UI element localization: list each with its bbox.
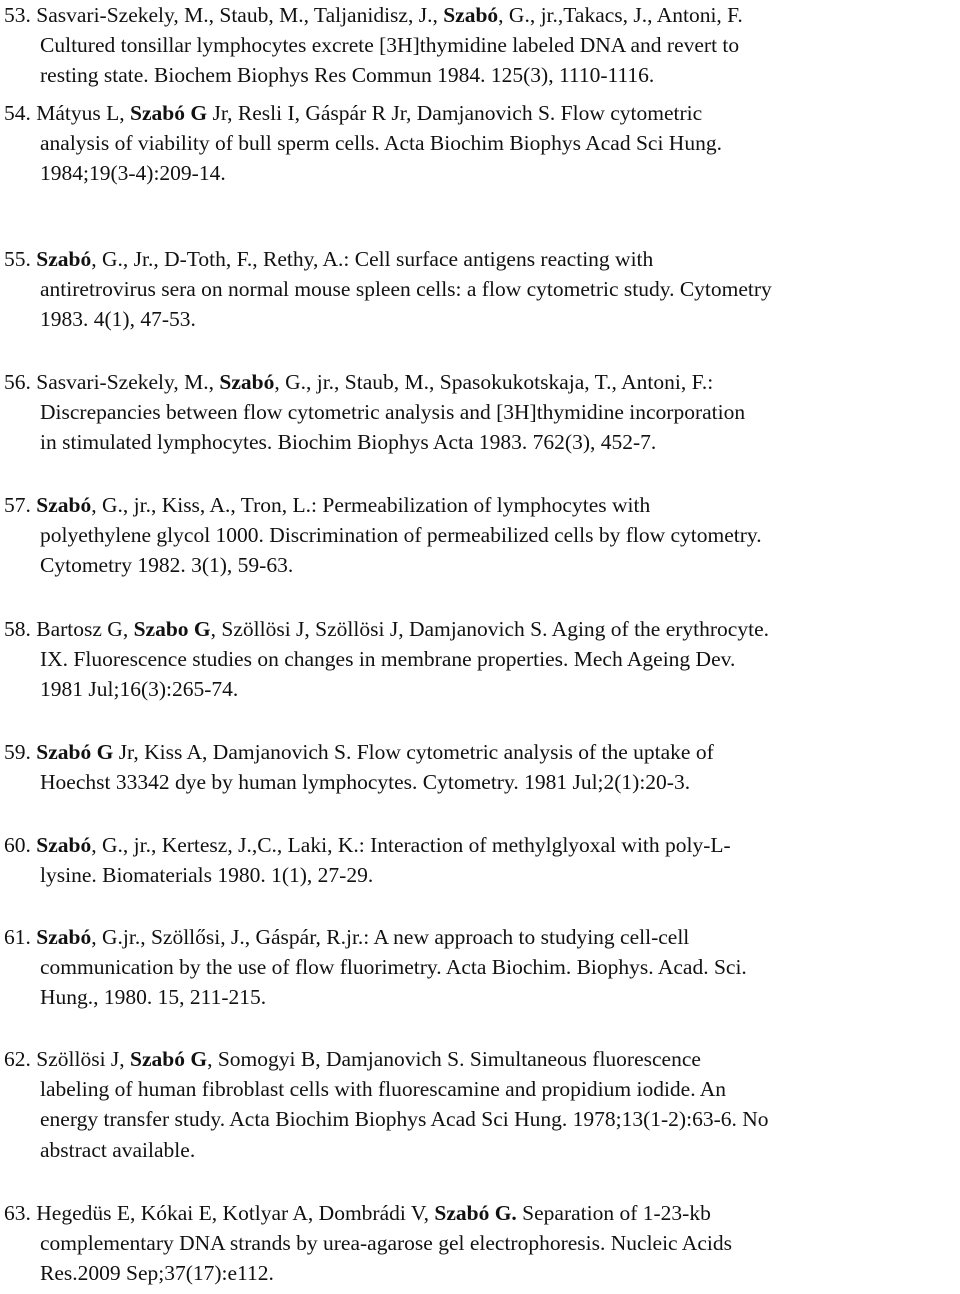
citation-text: , G., jr., Kiss, A., Tron, L.: Permeabilization of lymphocytes with <box>91 493 651 517</box>
citation-text: antiretrovirus sera on normal mouse spleen cells: a flow cytometric study. Cytometry <box>40 277 772 302</box>
reference-number: 58. <box>4 617 31 641</box>
reference-line <box>4 427 956 457</box>
reference-number: 61. <box>4 925 31 949</box>
reference-line <box>4 767 956 797</box>
reference-line <box>4 30 956 60</box>
reference-54 <box>4 98 956 189</box>
citation-text: , G., jr., Kertesz, J.,C., Laki, K.: Interaction of methylglyoxal with poly-L- <box>91 833 731 857</box>
reference-53 <box>4 0 956 91</box>
author-highlight: Szabó <box>36 925 92 949</box>
reference-line <box>4 1135 956 1165</box>
author-highlight: Szabo G <box>133 617 211 641</box>
reference-line <box>4 367 956 397</box>
reference-line <box>4 128 956 158</box>
citation-text: energy transfer study. Acta Biochim Biophys Acad Sci Hung. 1978;13(1-2):63-6. No <box>40 1107 769 1132</box>
citation-text: 1981 Jul;16(3):265-74. <box>40 677 239 702</box>
author-highlight: Szabó G <box>36 740 114 764</box>
reference-number: 60. <box>4 833 31 857</box>
author-highlight: Szabó <box>36 833 92 857</box>
citation-text: analysis of viability of bull sperm cells. Acta Biochim Biophys Acad Sci Hung. <box>40 131 722 156</box>
reference-line <box>4 158 956 188</box>
reference-58 <box>4 614 956 705</box>
reference-line <box>4 0 956 30</box>
reference-60 <box>4 830 956 890</box>
reference-line <box>4 922 956 952</box>
citation-text: , Somogyi B, Damjanovich S. Simultaneous fluorescence <box>207 1047 701 1071</box>
reference-line <box>4 274 956 304</box>
citation-text: Hoechst 33342 dye by human lymphocytes. Cytometry. 1981 Jul;2(1):20-3. <box>40 770 691 795</box>
citation-text: Sasvari-Szekely, M., <box>30 370 220 394</box>
author-highlight: Szabó <box>443 3 499 27</box>
citation-text: Separation of 1-23-kb <box>516 1201 711 1225</box>
reference-number: 62. <box>4 1047 31 1071</box>
citation-text: , G., jr., Staub, M., Spasokukotskaja, T., Antoni, F.: <box>274 370 714 394</box>
reference-line <box>4 1198 956 1228</box>
reference-line <box>4 304 956 334</box>
reference-line <box>4 644 956 674</box>
citation-text: in stimulated lymphocytes. Biochim Biophys Acta 1983. 762(3), 452-7. <box>40 430 657 455</box>
reference-line <box>4 98 956 128</box>
citation-text: Cytometry 1982. 3(1), 59-63. <box>40 553 294 578</box>
citation-text: IX. Fluorescence studies on changes in membrane properties. Mech Ageing Dev. <box>40 647 736 672</box>
citation-text: Bartosz G, <box>30 617 134 641</box>
reference-line <box>4 737 956 767</box>
citation-text: Jr, Kiss A, Damjanovich S. Flow cytometric analysis of the uptake of <box>113 740 714 764</box>
reference-56 <box>4 367 956 458</box>
citation-text: , G., Jr., D-Toth, F., Rethy, A.: Cell surface antigens reacting with <box>91 247 654 271</box>
author-highlight: Szabó G <box>130 1047 208 1071</box>
citation-text: polyethylene glycol 1000. Discrimination of permeabilized cells by flow cytometry. <box>40 523 762 548</box>
reference-line <box>4 952 956 982</box>
citation-text: complementary DNA strands by urea-agarose gel electrophoresis. Nucleic Acids <box>40 1231 732 1256</box>
citation-text: Mátyus L, <box>30 101 131 125</box>
reference-line <box>4 860 956 890</box>
author-highlight: Szabó G <box>130 101 208 125</box>
reference-line <box>4 1258 956 1288</box>
citation-text: lysine. Biomaterials 1980. 1(1), 27-29. <box>40 863 374 888</box>
reference-number: 55. <box>4 247 31 271</box>
reference-line <box>4 1228 956 1258</box>
author-highlight: Szabó <box>36 493 92 517</box>
reference-line <box>4 614 956 644</box>
reference-line <box>4 60 956 90</box>
citation-text: 1984;19(3-4):209-14. <box>40 161 226 186</box>
reference-number: 63. <box>4 1201 31 1225</box>
reference-59 <box>4 737 956 797</box>
reference-line <box>4 490 956 520</box>
reference-number: 56. <box>4 370 31 394</box>
citation-text: labeling of human fibroblast cells with fluorescamine and propidium iodide. An <box>40 1077 727 1102</box>
reference-63 <box>4 1198 956 1289</box>
citation-text: , G.jr., Szöllősi, J., Gáspár, R.jr.: A new approach to studying cell-cell <box>91 925 690 949</box>
reference-number: 53. <box>4 3 31 27</box>
citation-text: Cultured tonsillar lymphocytes excrete [3H]thymidine labeled DNA and revert to <box>40 33 740 58</box>
reference-line <box>4 397 956 427</box>
reference-57 <box>4 490 956 581</box>
author-highlight: Szabó G. <box>434 1201 517 1225</box>
citation-text: Discrepancies between flow cytometric analysis and [3H]thymidine incorporation <box>40 400 746 425</box>
reference-line <box>4 1104 956 1134</box>
reference-line <box>4 1044 956 1074</box>
reference-line <box>4 674 956 704</box>
citation-text: communication by the use of flow fluorimetry. Acta Biochim. Biophys. Acad. Sci. <box>40 955 747 980</box>
author-highlight: Szabó <box>219 370 275 394</box>
citation-text: , G., jr.,Takacs, J., Antoni, F. <box>498 3 743 27</box>
citation-text: Hung., 1980. 15, 211-215. <box>40 985 267 1010</box>
reference-line <box>4 244 956 274</box>
citation-text: Hegedüs E, Kókai E, Kotlyar A, Dombrádi V, <box>30 1201 435 1225</box>
citation-text: , Szöllösi J, Szöllösi J, Damjanovich S. Aging of the erythrocyte. <box>210 617 769 641</box>
reference-line <box>4 520 956 550</box>
reference-number: 54. <box>4 101 31 125</box>
reference-62 <box>4 1044 956 1165</box>
reference-line <box>4 550 956 580</box>
citation-text: Jr, Resli I, Gáspár R Jr, Damjanovich S. Flow cytometric <box>207 101 703 125</box>
reference-line <box>4 982 956 1012</box>
reference-line <box>4 830 956 860</box>
citation-text: Szöllösi J, <box>30 1047 131 1071</box>
reference-55 <box>4 244 956 335</box>
reference-number: 59. <box>4 740 31 764</box>
reference-line <box>4 1074 956 1104</box>
citation-text: Res.2009 Sep;37(17):e112. <box>40 1261 274 1286</box>
reference-61 <box>4 922 956 1013</box>
citation-text: Sasvari-Szekely, M., Staub, M., Taljanidisz, J., <box>30 3 444 27</box>
citation-text: resting state. Biochem Biophys Res Commun 1984. 125(3), 1110-1116. <box>40 63 655 88</box>
citation-text: 1983. 4(1), 47-53. <box>40 307 196 332</box>
citation-text: abstract available. <box>40 1137 196 1162</box>
author-highlight: Szabó <box>36 247 92 271</box>
reference-number: 57. <box>4 493 31 517</box>
